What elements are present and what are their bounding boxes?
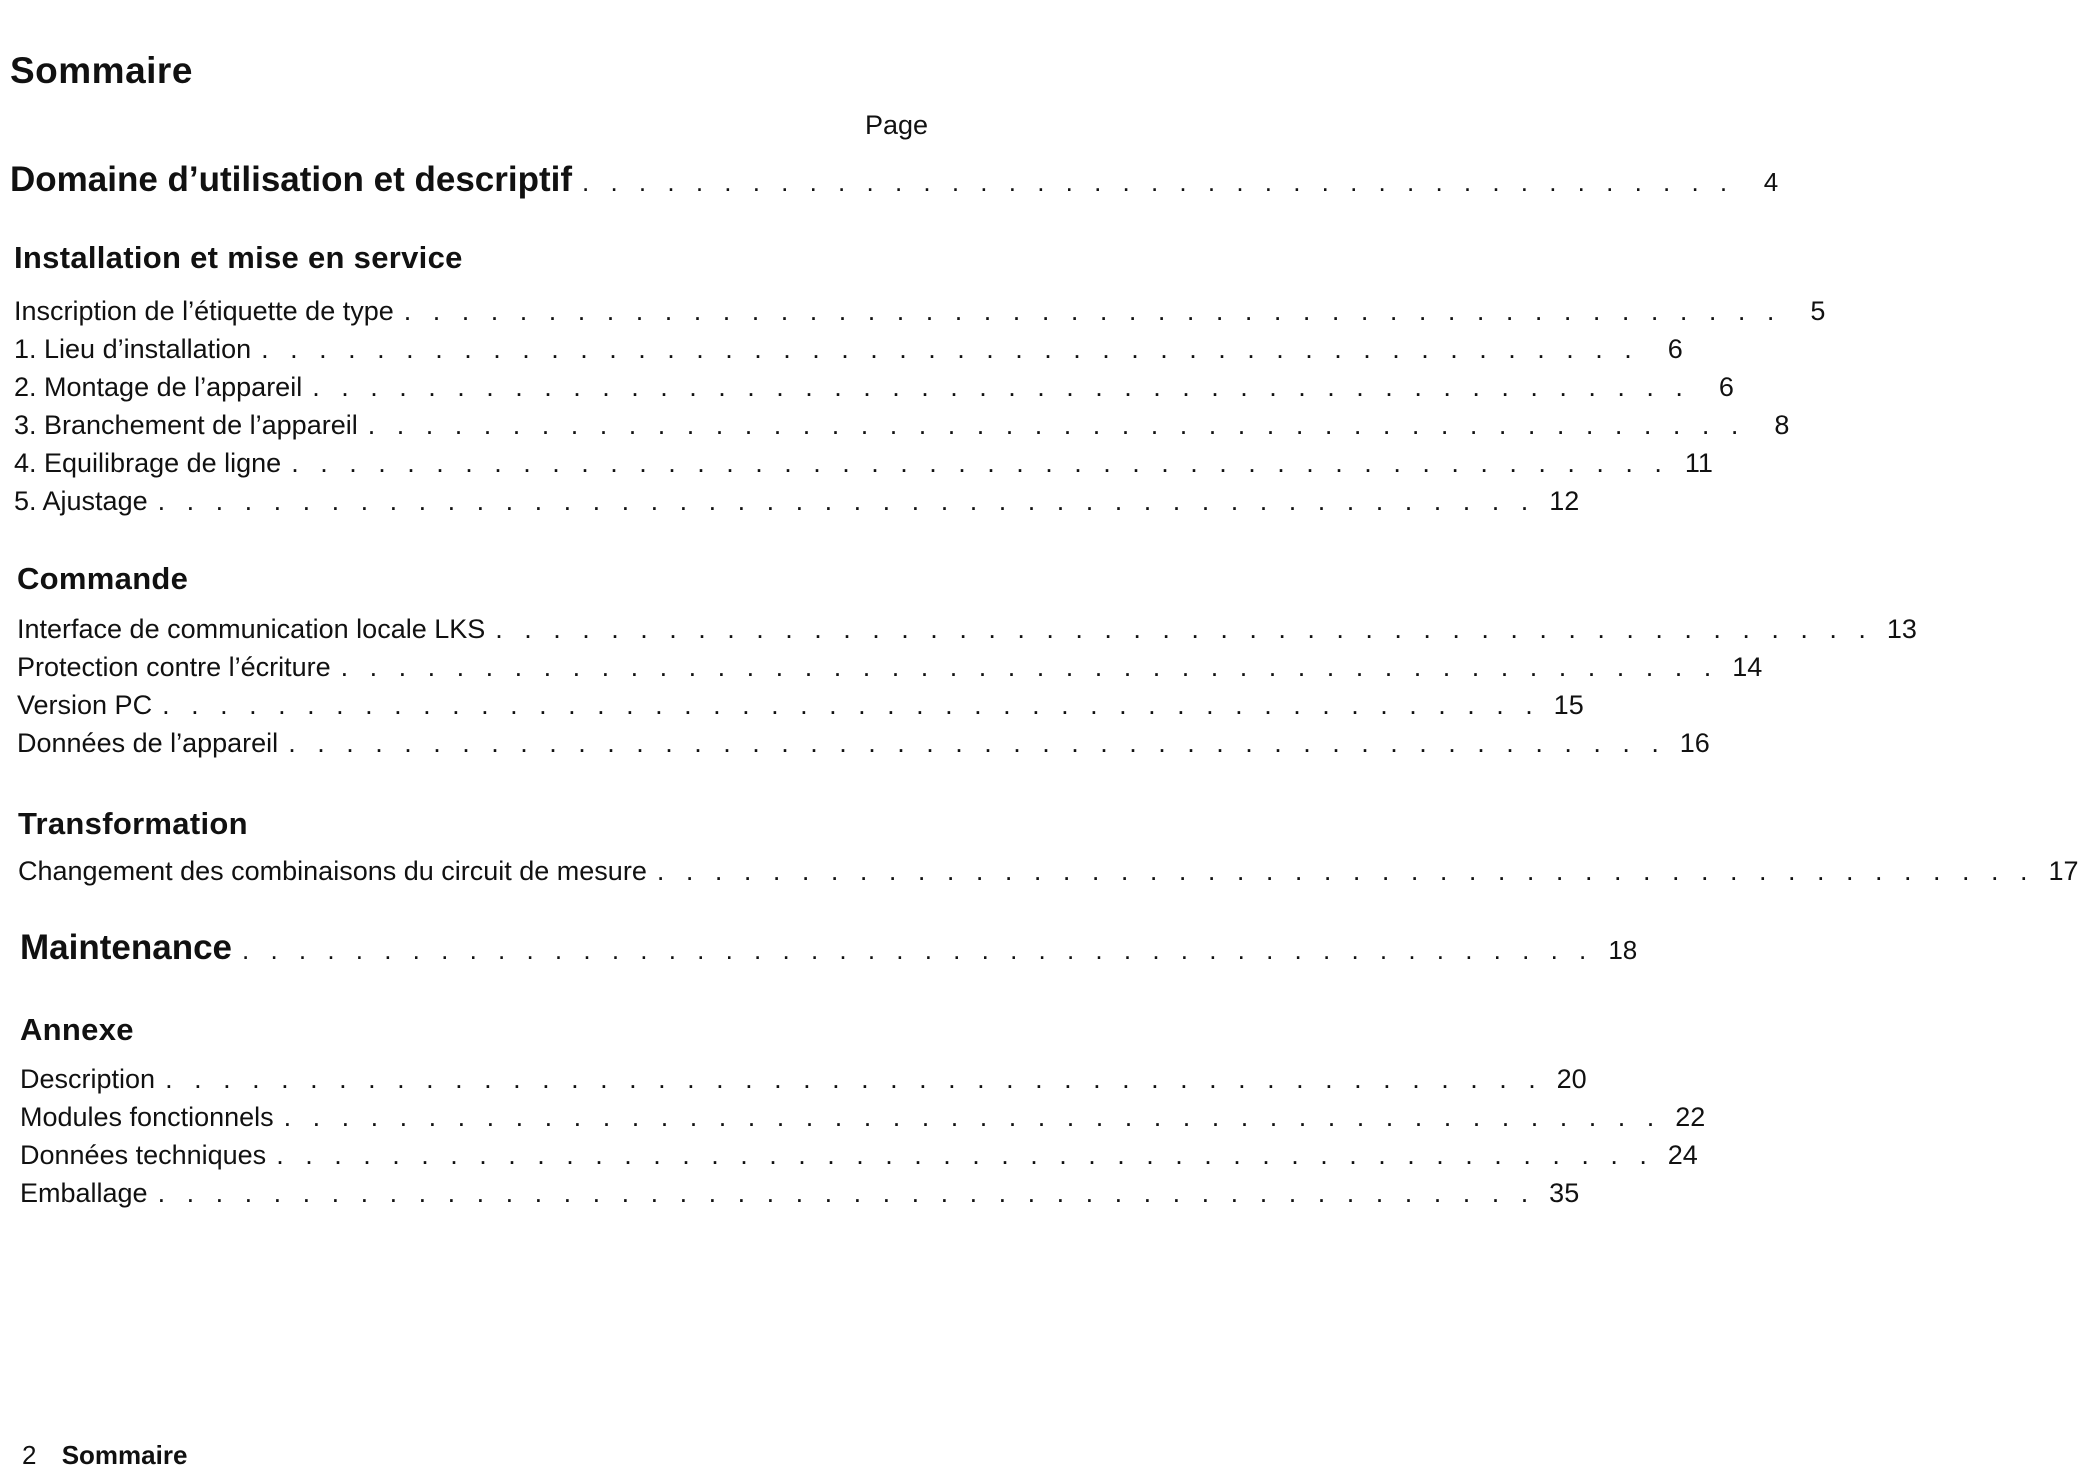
toc-entry[interactable]	[17, 690, 1584, 728]
toc-entry[interactable]	[20, 1064, 1587, 1102]
toc-entry-page: 6	[1667, 334, 1683, 364]
toc-entry-label: Modules fonctionnels	[20, 1102, 274, 1132]
toc-entry[interactable]	[17, 652, 1763, 690]
leader-dots: . . . . . . . . . . . . . . . . . . . . . . . . . . . . . . . . . . . . . . . . . . . . . . . .	[288, 728, 1666, 758]
toc-entry[interactable]	[14, 334, 1683, 372]
footer-title: Sommaire	[61, 1440, 188, 1470]
toc-entry-label: Domaine d’utilisation et descriptif	[10, 160, 573, 199]
leader-dots: . . . . . . . . . . . . . . . . . . . . . . . . . . . . . . . . . . . . . . . . .	[582, 167, 1735, 197]
leader-dots: . . . . . . . . . . . . . . . . . . . . . . . . . . . . . . . . . . . . . . . . . . . . . . . .	[340, 652, 1719, 682]
toc-entry[interactable]	[14, 448, 1713, 486]
section-heading-installation: Installation et mise en service	[14, 240, 463, 275]
toc-entry-maintenance[interactable]	[20, 928, 1638, 968]
leader-dots: . . . . . . . . . . . . . . . . . . . . . . . . . . . . . . . . . . . . . . . . . . . . . . . .	[656, 856, 2035, 886]
toc-entry-domaine[interactable]	[10, 160, 1779, 200]
toc-entry-label: Maintenance	[20, 928, 232, 967]
toc-entry-label: 5. Ajustage	[14, 486, 148, 516]
toc-entry-page: 8	[1774, 410, 1790, 440]
toc-entry-page: 5	[1810, 296, 1826, 326]
toc-entry-page: 35	[1549, 1178, 1580, 1208]
toc-entry[interactable]	[14, 486, 1580, 524]
toc-entry-label: 1. Lieu d’installation	[14, 334, 252, 364]
leader-dots: . . . . . . . . . . . . . . . . . . . . . . . . . . . . . . . . . . . . . . . . . . . . . . . .	[157, 1178, 1536, 1208]
toc-entry-label: 2. Montage de l’appareil	[14, 372, 303, 402]
toc-entry[interactable]	[20, 1102, 1706, 1140]
toc-entry[interactable]	[18, 856, 2078, 894]
section-list-commande	[17, 614, 1917, 766]
toc-entry-label: Données techniques	[20, 1140, 267, 1170]
toc-entry[interactable]	[14, 372, 1734, 410]
toc-entry-page: 15	[1553, 690, 1584, 720]
footer-page-number: 2	[22, 1440, 37, 1470]
toc-entry-page: 11	[1684, 448, 1713, 478]
leader-dots: . . . . . . . . . . . . . . . . . . . . . . . . . . . . . . . . . . . . . . . . . . . . . . . .	[312, 372, 1690, 402]
toc-entry[interactable]	[17, 614, 1917, 652]
toc-entry-label: Inscription de l’étiquette de type	[14, 296, 394, 326]
toc-entry-page: 13	[1886, 614, 1917, 644]
section-heading-commande: Commande	[17, 561, 189, 596]
section-list-transformation	[18, 856, 2078, 894]
toc-entry[interactable]	[17, 728, 1710, 766]
toc-entry[interactable]	[20, 1140, 1698, 1178]
leader-dots: . . . . . . . . . . . . . . . . . . . . . . . . . . . . . . . . . . . . . . . . . . . . . . . .	[261, 334, 1639, 364]
page-footer	[22, 1440, 187, 1471]
leader-dots: . . . . . . . . . . . . . . . . . . . . . . . . . . . . . . . . . . . . . . . . . . . . . . . .	[291, 448, 1669, 478]
leader-dots: . . . . . . . . . . . . . . . . . . . . . . . . . . . . . . . . . . . . . . . . . . . . . . . .	[242, 935, 1594, 965]
toc-entry-label: Protection contre l’écriture	[17, 652, 331, 682]
leader-dots: . . . . . . . . . . . . . . . . . . . . . . . . . . . . . . . . . . . . . . . . . . . . . . . .	[162, 690, 1540, 720]
toc-entry-label: Changement des combinaisons du circuit de mesure	[18, 856, 647, 886]
toc-entry-page: 18	[1608, 935, 1638, 965]
leader-dots: . . . . . . . . . . . . . . . . . . . . . . . . . . . . . . . . . . . . . . . . . . . . . . . .	[157, 486, 1536, 516]
toc-entry-page: 20	[1556, 1064, 1587, 1094]
page-column-label: Page	[864, 110, 928, 140]
section-list-annexe	[20, 1064, 1706, 1216]
toc-entry-page: 22	[1675, 1102, 1706, 1132]
toc-entry-page: 12	[1549, 486, 1580, 516]
toc-entry[interactable]	[20, 1178, 1580, 1216]
toc-entry-page: 6	[1718, 372, 1734, 402]
toc-entry-label: Description	[20, 1064, 156, 1094]
toc-entry-page: 14	[1732, 652, 1763, 682]
leader-dots: . . . . . . . . . . . . . . . . . . . . . . . . . . . . . . . . . . . . . . . . . . . . . . . .	[495, 614, 1873, 644]
toc-entry-label: Emballage	[20, 1178, 148, 1208]
leader-dots: . . . . . . . . . . . . . . . . . . . . . . . . . . . . . . . . . . . . . . . . . . . . . . . .	[276, 1140, 1654, 1170]
leader-dots: . . . . . . . . . . . . . . . . . . . . . . . . . . . . . . . . . . . . . . . . . . . . . . . .	[283, 1102, 1662, 1132]
toc-entry-page: 17	[2048, 856, 2078, 886]
toc-entry-label: Données de l’appareil	[17, 728, 279, 758]
leader-dots: . . . . . . . . . . . . . . . . . . . . . . . . . . . . . . . . . . . . . . . . . . . . . . . .	[367, 410, 1746, 440]
section-list-installation	[14, 296, 1826, 524]
toc-entry[interactable]	[14, 410, 1790, 448]
section-heading-transformation: Transformation	[18, 806, 248, 841]
toc-entry-page: 4	[1763, 167, 1779, 197]
toc-entry-page: 16	[1679, 728, 1710, 758]
section-heading-annexe: Annexe	[20, 1012, 134, 1047]
toc-entry-label: 4. Equilibrage de ligne	[14, 448, 282, 478]
toc-entry-label: Interface de communication locale LKS	[17, 614, 486, 644]
toc-entry-page: 24	[1667, 1140, 1698, 1170]
leader-dots: . . . . . . . . . . . . . . . . . . . . . . . . . . . . . . . . . . . . . . . . . . . . . . . .	[403, 296, 1782, 326]
toc-entry-label: 3. Branchement de l’appareil	[14, 410, 358, 440]
toc-entry[interactable]	[14, 296, 1826, 334]
leader-dots: . . . . . . . . . . . . . . . . . . . . . . . . . . . . . . . . . . . . . . . . . . . . . . . .	[165, 1064, 1543, 1094]
page-title: Sommaire	[10, 50, 193, 91]
toc-entry-label: Version PC	[17, 690, 153, 720]
